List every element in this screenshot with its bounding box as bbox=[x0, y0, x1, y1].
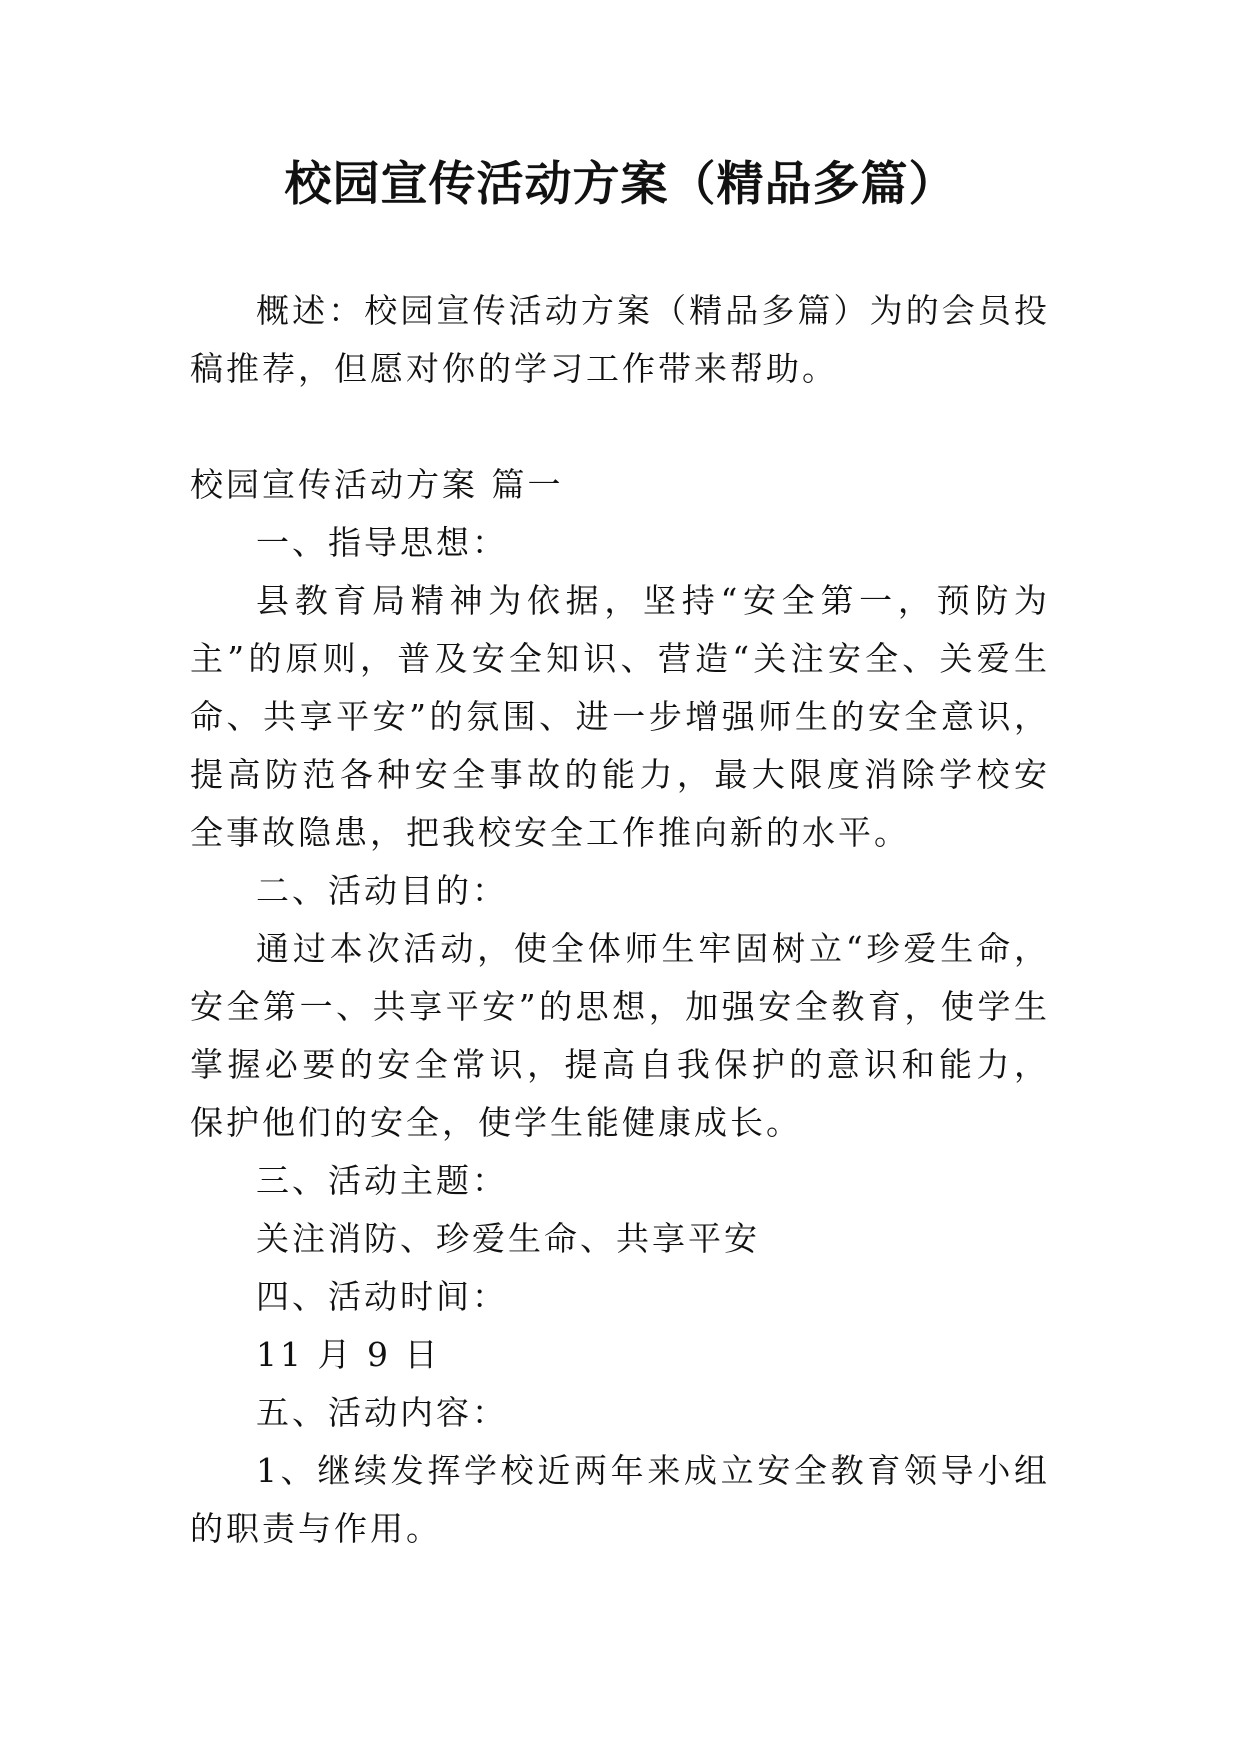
document-body bbox=[190, 282, 1050, 1558]
section-heading-activity-theme: 三、活动主题： bbox=[256, 1161, 508, 1200]
section-text-activity-time: 11 月 9 日 bbox=[256, 1335, 441, 1374]
section-text-activity-purpose: 通过本次活动，使全体师生牢固树立“珍爱生命，安全第一、共享平安”的思想，加强安全教育，使学生掌握必要的安全常识，提高自我保护的意识和能力，保护他们的安全，使学生能健康成长。 bbox=[190, 929, 1050, 1142]
section-heading-activity-content: 五、活动内容： bbox=[256, 1393, 508, 1432]
document-title: 校园宣传活动方案（精品多篇） bbox=[284, 157, 957, 212]
blank-line bbox=[190, 398, 1050, 456]
section-heading-guiding-ideology: 一、指导思想： bbox=[256, 523, 508, 562]
section-text-activity-theme: 关注消防、珍爱生命、共享平安 bbox=[256, 1219, 760, 1258]
section-heading-activity-purpose: 二、活动目的： bbox=[256, 871, 508, 910]
section-item-activity-content-1: 1、继续发挥学校近两年来成立安全教育领导小组的职责与作用。 bbox=[190, 1451, 1050, 1548]
section-text-guiding-ideology: 县教育局精神为依据，坚持“安全第一，预防为主”的原则，普及安全知识、营造“关注安全、关爱生命、共享平安”的氛围、进一步增强师生的安全意识，提高防范各种安全事故的能力，最大限度消除学校安全事故隐患，把我校安全工作推向新的水平。 bbox=[190, 581, 1050, 852]
summary-paragraph: 概述：校园宣传活动方案（精品多篇）为的会员投稿推荐，但愿对你的学习工作带来帮助。 bbox=[190, 291, 1050, 388]
section-heading-activity-time: 四、活动时间： bbox=[256, 1277, 508, 1316]
article-heading: 校园宣传活动方案 篇一 bbox=[190, 465, 564, 504]
